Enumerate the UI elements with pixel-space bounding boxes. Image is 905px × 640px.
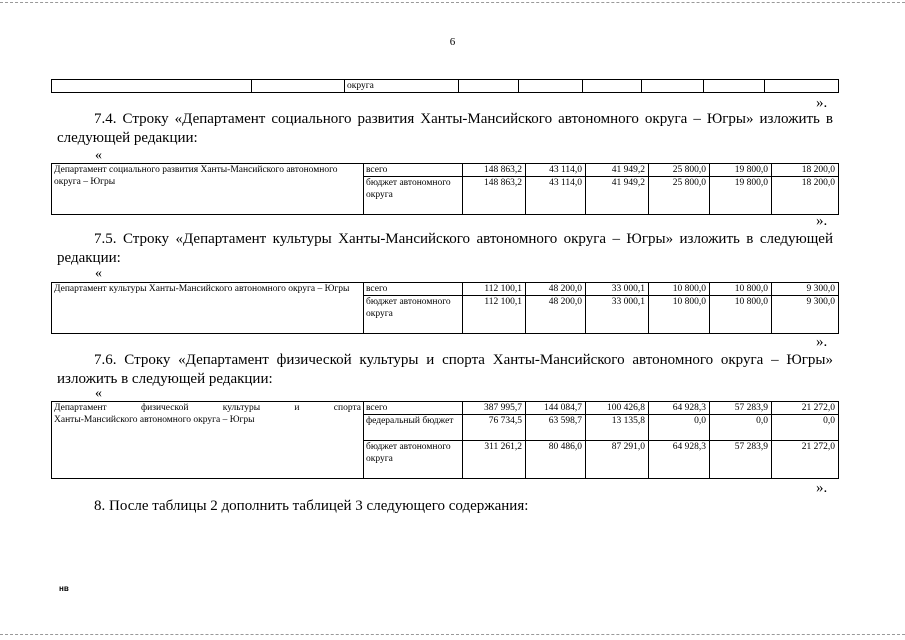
value-cell: 100 426,8 (586, 402, 649, 415)
value-cell: 19 800,0 (710, 177, 772, 215)
paragraph-8 (57, 497, 833, 516)
page-top-edge (0, 2, 905, 3)
department-second-line: Ханты-Мансийского автономного округа – Югры (54, 415, 255, 425)
source-cell: бюджет автономного округа (364, 296, 463, 334)
value-cell: 76 734,5 (463, 415, 526, 441)
table-cell (459, 80, 519, 93)
department-cell: Департамент социального развития Ханты-Мансийского автономного округа – Югры (52, 164, 364, 215)
value-cell: 9 300,0 (772, 283, 839, 296)
value-cell: 43 114,0 (526, 164, 586, 177)
value-cell: 21 272,0 (772, 402, 839, 415)
value-cell: 311 261,2 (463, 441, 526, 479)
value-cell: 33 000,1 (586, 283, 649, 296)
value-cell: 48 200,0 (526, 296, 586, 334)
source-cell: бюджет автономного округа (364, 441, 463, 479)
value-cell: 33 000,1 (586, 296, 649, 334)
value-cell: 148 863,2 (463, 177, 526, 215)
value-cell: 21 272,0 (772, 441, 839, 479)
table-cell: округа (345, 80, 459, 93)
value-cell: 148 863,2 (463, 164, 526, 177)
value-cell: 43 114,0 (526, 177, 586, 215)
value-cell: 18 200,0 (772, 177, 839, 215)
paragraph-text: 8. После таблицы 2 дополнить таблицей 3 следующего содержания: (94, 498, 529, 514)
table-culture (51, 282, 839, 334)
table-cell (52, 80, 252, 93)
value-cell: 64 928,3 (649, 402, 710, 415)
source-cell: всего (364, 164, 463, 177)
department-cell: Департамент культуры Ханты-Мансийского автономного округа – Югры (52, 283, 364, 334)
value-cell: 9 300,0 (772, 296, 839, 334)
value-cell: 41 949,2 (586, 177, 649, 215)
paragraph-text: 7.5. Строку «Департамент культуры Ханты-Мансийского автономного округа – Югры» изложить в следующей редакции: (57, 231, 833, 266)
opening-quote: « (95, 386, 102, 401)
table-cell (642, 80, 704, 93)
value-cell: 10 800,0 (710, 283, 772, 296)
department-cell (52, 402, 364, 479)
value-cell: 10 800,0 (649, 296, 710, 334)
closing-quote: ». (816, 95, 828, 111)
value-cell: 112 100,1 (463, 296, 526, 334)
source-cell: всего (364, 283, 463, 296)
value-cell: 25 800,0 (649, 164, 710, 177)
value-cell: 18 200,0 (772, 164, 839, 177)
department-word: и (294, 403, 300, 413)
paragraph-7-5 (57, 230, 833, 268)
value-cell: 0,0 (710, 415, 772, 441)
value-cell: 0,0 (649, 415, 710, 441)
table-cell (252, 80, 345, 93)
value-cell: 387 995,7 (463, 402, 526, 415)
value-cell: 57 283,9 (710, 402, 772, 415)
table-cell (519, 80, 583, 93)
opening-quote: « (95, 266, 102, 281)
paragraph-7-4 (57, 110, 833, 148)
paragraph-7-6 (57, 351, 833, 389)
table-cell (583, 80, 642, 93)
department-word: Департамент (54, 403, 107, 413)
value-cell: 64 928,3 (649, 441, 710, 479)
table-sport (51, 401, 839, 479)
source-cell: всего (364, 402, 463, 415)
value-cell: 41 949,2 (586, 164, 649, 177)
table-cell (765, 80, 839, 93)
value-cell: 80 486,0 (526, 441, 586, 479)
footer-code: нв (59, 584, 69, 593)
value-cell: 19 800,0 (710, 164, 772, 177)
table-cell (704, 80, 765, 93)
value-cell: 10 800,0 (649, 283, 710, 296)
paragraph-text: 7.4. Строку «Департамент социального развития Ханты-Мансийского автономного округа – Югры» изложить в следующей редакции: (57, 111, 833, 146)
value-cell: 63 598,7 (526, 415, 586, 441)
department-first-line (54, 402, 361, 414)
value-cell: 13 135,8 (586, 415, 649, 441)
value-cell: 10 800,0 (710, 296, 772, 334)
previous-table-fragment (51, 79, 839, 93)
source-cell: федеральный бюджет (364, 415, 463, 441)
department-word: культуры (222, 403, 261, 413)
value-cell: 144 084,7 (526, 402, 586, 415)
value-cell: 87 291,0 (586, 441, 649, 479)
value-cell: 25 800,0 (649, 177, 710, 215)
page-number: 6 (449, 36, 456, 48)
value-cell: 57 283,9 (710, 441, 772, 479)
department-word: спорта (333, 403, 361, 413)
opening-quote: « (95, 148, 102, 163)
value-cell: 112 100,1 (463, 283, 526, 296)
value-cell: 48 200,0 (526, 283, 586, 296)
value-cell: 0,0 (772, 415, 839, 441)
closing-quote: ». (816, 334, 828, 350)
source-cell: бюджет автономного округа (364, 177, 463, 215)
table-social-development (51, 163, 839, 215)
paragraph-text: 7.6. Строку «Департамент физической культуры и спорта Ханты-Мансийского автономного округа – Югры» изложить в следующей редакции: (57, 352, 833, 387)
page-bottom-edge (0, 634, 905, 635)
closing-quote: ». (816, 480, 828, 496)
closing-quote: ». (816, 213, 828, 229)
department-word: физической (140, 403, 189, 413)
